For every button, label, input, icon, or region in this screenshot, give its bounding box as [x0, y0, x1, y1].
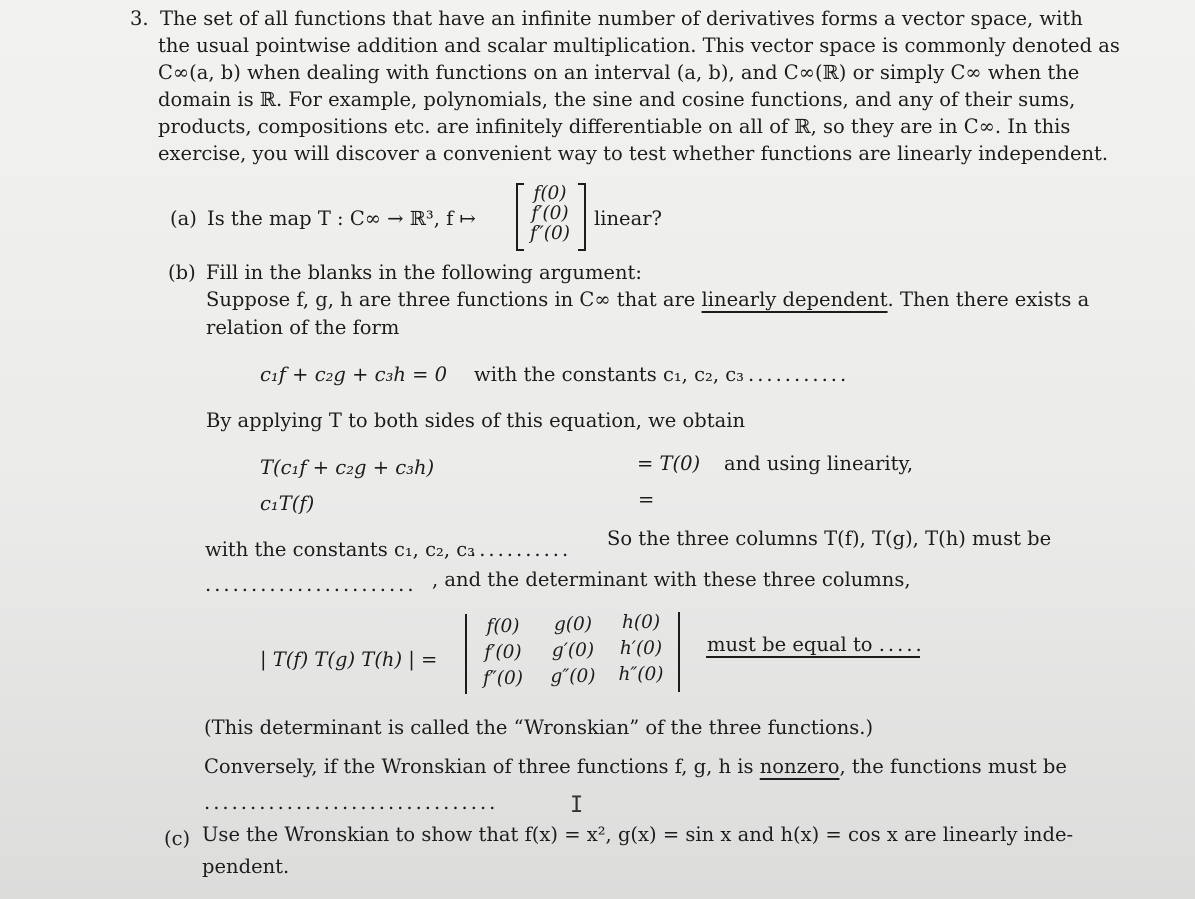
intro-line-2: the usual pointwise addition and scalar multiplication. This vector space is commonly denoted as [158, 34, 1120, 57]
vector-entry: f′(0) [531, 203, 569, 224]
part-a-suffix: linear? [594, 207, 662, 230]
text-cursor-icon: I [570, 793, 584, 818]
wronskian-note: (This determinant is called the “Wronskian” of the three functions.) [204, 716, 874, 739]
matrix-cell: g′(0) [551, 640, 595, 661]
part-b-line-1: Fill in the blanks in the following argument: [206, 261, 642, 284]
intro-line-3: C∞(a, b) when dealing with functions on an interval (a, b), and C∞(ℝ) or simply C∞ when the [158, 61, 1080, 84]
determinant-right-bar [678, 612, 680, 692]
intro-line-6: exercise, you will discover a convenient way to test whether functions are linearly independent. [158, 142, 1109, 165]
conversely-pre: Conversely, if the Wronskian of three functions f, g, h is [204, 755, 754, 778]
equation-t-left: T(c₁f + c₂g + c₃h) [260, 456, 435, 479]
equation-t-right: = T(0) [637, 452, 701, 475]
matrix-cell: g(0) [553, 614, 593, 635]
matrix-cell: f(0) [486, 616, 520, 637]
with-constants-line: with the constants c₁, c₂, c₃ [205, 538, 475, 561]
equation-relation: c₁f + c₂g + c₃h = 0 [260, 363, 448, 386]
matrix-cell: h″(0) [618, 664, 664, 685]
part-b-line-2-post: . Then there exists a [887, 288, 1090, 311]
determinant-left-bar [465, 614, 467, 694]
equation-relation-tail: with the constants c₁, c₂, c₃ [474, 363, 744, 386]
matrix-cell: h(0) [621, 612, 661, 633]
vector-right-bracket [578, 183, 586, 251]
part-a-label: (a) [170, 207, 197, 230]
conversely-line [204, 754, 1067, 780]
intro-line-1: The set of all functions that have an infinite number of derivatives forms a vector space, with [160, 7, 1083, 30]
vector-entry: f″(0) [530, 223, 570, 244]
must-equal-text [707, 632, 925, 658]
must-equal-label: must be equal to [707, 633, 873, 656]
intro-line-4: domain is ℝ. For example, polynomials, the sine and cosine functions, and any of their sums, [158, 88, 1076, 111]
linearly-dependent-underlined: linearly dependent [701, 288, 888, 311]
part-b-label: (b) [168, 261, 196, 284]
three-columns-line: So the three columns T(f), T(g), T(h) must be [607, 527, 1052, 550]
matrix-cell: h′(0) [619, 638, 663, 659]
blank-4[interactable]: ..... [878, 633, 925, 656]
must-equal-underline [706, 656, 920, 658]
vector-entry: f(0) [533, 183, 567, 204]
determinant-label: | T(f) T(g) T(h) | = [260, 648, 438, 671]
intro-line-5: products, compositions etc. are infinitely differentiable on all of ℝ, so they are in C∞. In this [158, 115, 1071, 138]
conversely-post: , the functions must be [839, 755, 1067, 778]
part-b-line-3: relation of the form [206, 316, 400, 339]
blank-1[interactable]: ........... [748, 363, 850, 386]
part-b-line-2-pre: Suppose f, g, h are three functions in C∞ that are [206, 288, 696, 311]
matrix-cell: g″(0) [550, 666, 596, 687]
problem-number: 3. [130, 7, 149, 30]
matrix-cell: f″(0) [483, 668, 523, 689]
blank-5[interactable]: ................................ [204, 791, 499, 814]
matrix-cell: f′(0) [484, 642, 522, 663]
equation-linearity-right: = [638, 488, 655, 511]
part-b-line-2 [206, 287, 1089, 313]
part-a-text: Is the map T : C∞ → ℝ³, f ↦ [207, 207, 476, 230]
part-c-line-1: Use the Wronskian to show that f(x) = x², g(x) = sin x and h(x) = cos x are linearly inde- [202, 823, 1074, 846]
blank-2[interactable]: ........... [470, 538, 572, 561]
nonzero-underlined: nonzero [759, 755, 840, 778]
part-c-line-2: pendent. [202, 855, 290, 878]
apply-t-line: By applying T to both sides of this equation, we obtain [206, 409, 746, 432]
equation-t-tail: and using linearity, [724, 452, 914, 475]
blank-3[interactable]: ....................... [205, 573, 417, 596]
part-c-label: (c) [164, 827, 191, 850]
equation-linearity-left: c₁T(f) [260, 492, 315, 515]
determinant-intro: , and the determinant with these three columns, [432, 568, 911, 591]
